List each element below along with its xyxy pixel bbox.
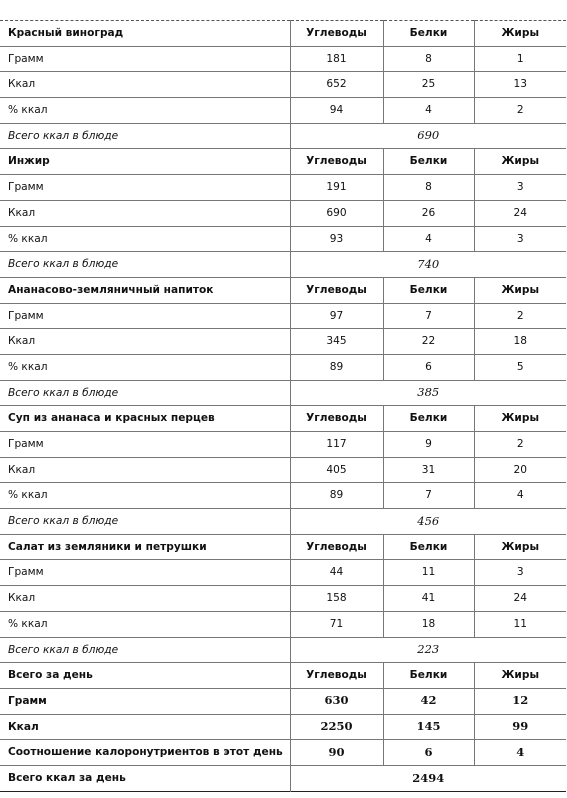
- protein-cell: 6: [383, 740, 474, 766]
- column-header-protein: Белки: [383, 277, 474, 303]
- dish-name: Ананасово-земляничный напиток: [0, 277, 290, 303]
- protein-cell: 7: [383, 483, 474, 509]
- dish-total-label: Всего ккал в блюде: [0, 509, 290, 535]
- carbs-cell: 89: [290, 354, 383, 380]
- protein-cell: 6: [383, 354, 474, 380]
- row-label: Ккал: [0, 200, 290, 226]
- dish-total-row: [0, 509, 566, 535]
- fat-cell: 3: [516, 566, 524, 579]
- protein-cell: 7: [383, 303, 474, 329]
- table-row: [0, 586, 566, 612]
- dish-total-label: Всего ккал в блюде: [0, 637, 290, 663]
- dish-total-label: Всего ккал в блюде: [0, 123, 290, 149]
- fat-cell: 24: [513, 592, 527, 605]
- dish-total-value: 690: [417, 128, 440, 143]
- row-label: % ккал: [0, 98, 290, 124]
- row-label: Грамм: [0, 432, 290, 458]
- protein-cell: 8: [383, 175, 474, 201]
- column-header-protein: Белки: [383, 534, 474, 560]
- table-row: [0, 714, 566, 740]
- column-header-carbs: Углеводы: [290, 277, 383, 303]
- carbs-cell: 93: [290, 226, 383, 252]
- row-label: Грамм: [0, 303, 290, 329]
- protein-cell: 18: [383, 611, 474, 637]
- row-label: Ккал: [0, 329, 290, 355]
- dish-total-row: [0, 637, 566, 663]
- dish-name: Красный виноград: [0, 21, 290, 47]
- dish-total-value: 223: [417, 642, 440, 657]
- carbs-cell: 117: [290, 432, 383, 458]
- fat-cell: 11: [513, 617, 527, 630]
- protein-cell: 9: [383, 432, 474, 458]
- carbs-cell: 97: [290, 303, 383, 329]
- row-label: Грамм: [0, 560, 290, 586]
- column-header-fat: Жиры: [501, 412, 540, 425]
- protein-cell: 25: [383, 72, 474, 98]
- carbs-cell: 405: [290, 457, 383, 483]
- fat-cell: 24: [513, 206, 527, 219]
- day-header-row: [0, 663, 566, 689]
- dish-total-value: 456: [417, 513, 440, 528]
- carbs-cell: 94: [290, 98, 383, 124]
- carbs-cell: 90: [290, 740, 383, 766]
- table-row: [0, 200, 566, 226]
- day-total-row: [0, 765, 566, 791]
- protein-cell: 31: [383, 457, 474, 483]
- column-header-carbs: Углеводы: [290, 21, 383, 47]
- table-row: [0, 226, 566, 252]
- table-row: [0, 303, 566, 329]
- column-header-carbs: Углеводы: [290, 406, 383, 432]
- column-header-carbs: Углеводы: [290, 534, 383, 560]
- carbs-cell: 181: [290, 46, 383, 72]
- nutrition-document: [0, 20, 566, 792]
- fat-cell: 1: [516, 52, 524, 65]
- protein-cell: 4: [383, 226, 474, 252]
- dish-total-row: [0, 380, 566, 406]
- column-header-fat: Жиры: [501, 669, 540, 682]
- table-row: [0, 46, 566, 72]
- carbs-cell: 191: [290, 175, 383, 201]
- table-row: [0, 72, 566, 98]
- protein-cell: 41: [383, 586, 474, 612]
- day-total-label: Всего ккал за день: [0, 765, 290, 791]
- dish-total-label: Всего ккал в блюде: [0, 380, 290, 406]
- fat-cell: 3: [516, 181, 524, 194]
- column-header-carbs: Углеводы: [290, 663, 383, 689]
- fat-cell: 18: [513, 335, 527, 348]
- fat-cell: 99: [512, 719, 529, 734]
- fat-cell: 4: [516, 744, 525, 759]
- column-header-protein: Белки: [383, 149, 474, 175]
- row-label: Ккал: [0, 72, 290, 98]
- column-header-carbs: Углеводы: [290, 149, 383, 175]
- column-header-fat: Жиры: [501, 155, 540, 168]
- column-header-fat: Жиры: [501, 27, 540, 40]
- row-label: Грамм: [0, 46, 290, 72]
- column-header-fat: Жиры: [501, 283, 540, 296]
- row-label: % ккал: [0, 226, 290, 252]
- dish-header-row: [0, 21, 566, 47]
- dish-header-row: [0, 406, 566, 432]
- dish-total-value: 740: [417, 256, 440, 271]
- dish-name: Салат из земляники и петрушки: [0, 534, 290, 560]
- row-label: % ккал: [0, 611, 290, 637]
- protein-cell: 11: [383, 560, 474, 586]
- table-row: [0, 329, 566, 355]
- dish-name: Инжир: [0, 149, 290, 175]
- table-row: [0, 354, 566, 380]
- dish-total-row: [0, 123, 566, 149]
- table-row: [0, 688, 566, 714]
- dish-total-label: Всего ккал в блюде: [0, 252, 290, 278]
- day-name: Всего за день: [0, 663, 290, 689]
- column-header-protein: Белки: [383, 663, 474, 689]
- dish-header-row: [0, 149, 566, 175]
- fat-cell: 12: [512, 693, 529, 708]
- table-row: [0, 457, 566, 483]
- table-row: [0, 740, 566, 766]
- row-label: Грамм: [0, 175, 290, 201]
- carbs-cell: 158: [290, 586, 383, 612]
- fat-cell: 20: [513, 463, 527, 476]
- carbs-cell: 89: [290, 483, 383, 509]
- column-header-protein: Белки: [383, 21, 474, 47]
- dish-header-row: [0, 534, 566, 560]
- row-label: Грамм: [0, 688, 290, 714]
- fat-cell: 2: [516, 438, 524, 451]
- table-row: [0, 560, 566, 586]
- row-label: Соотношение калоронутриентов в этот день: [0, 740, 290, 766]
- row-label: Ккал: [0, 586, 290, 612]
- dish-total-row: [0, 252, 566, 278]
- nutrition-table: [0, 20, 566, 792]
- table-row: [0, 611, 566, 637]
- carbs-cell: 44: [290, 560, 383, 586]
- fat-cell: 5: [516, 360, 524, 373]
- column-header-fat: Жиры: [501, 540, 540, 553]
- protein-cell: 26: [383, 200, 474, 226]
- carbs-cell: 652: [290, 72, 383, 98]
- table-row: [0, 98, 566, 124]
- table-row: [0, 175, 566, 201]
- dish-name: Суп из ананаса и красных перцев: [0, 406, 290, 432]
- carbs-cell: 71: [290, 611, 383, 637]
- row-label: Ккал: [0, 457, 290, 483]
- table-row: [0, 483, 566, 509]
- fat-cell: 4: [516, 489, 524, 502]
- dish-header-row: [0, 277, 566, 303]
- row-label: Ккал: [0, 714, 290, 740]
- table-row: [0, 432, 566, 458]
- fat-cell: 2: [516, 104, 524, 117]
- row-label: % ккал: [0, 483, 290, 509]
- protein-cell: 145: [383, 714, 474, 740]
- fat-cell: 2: [516, 309, 524, 322]
- column-header-protein: Белки: [383, 406, 474, 432]
- protein-cell: 4: [383, 98, 474, 124]
- carbs-cell: 2250: [290, 714, 383, 740]
- carbs-cell: 345: [290, 329, 383, 355]
- dish-total-value: 385: [417, 385, 440, 400]
- fat-cell: 13: [513, 78, 527, 91]
- protein-cell: 8: [383, 46, 474, 72]
- carbs-cell: 630: [290, 688, 383, 714]
- row-label: % ккал: [0, 354, 290, 380]
- protein-cell: 22: [383, 329, 474, 355]
- carbs-cell: 690: [290, 200, 383, 226]
- protein-cell: 42: [383, 688, 474, 714]
- fat-cell: 3: [516, 232, 524, 245]
- day-total-value: 2494: [412, 770, 445, 785]
